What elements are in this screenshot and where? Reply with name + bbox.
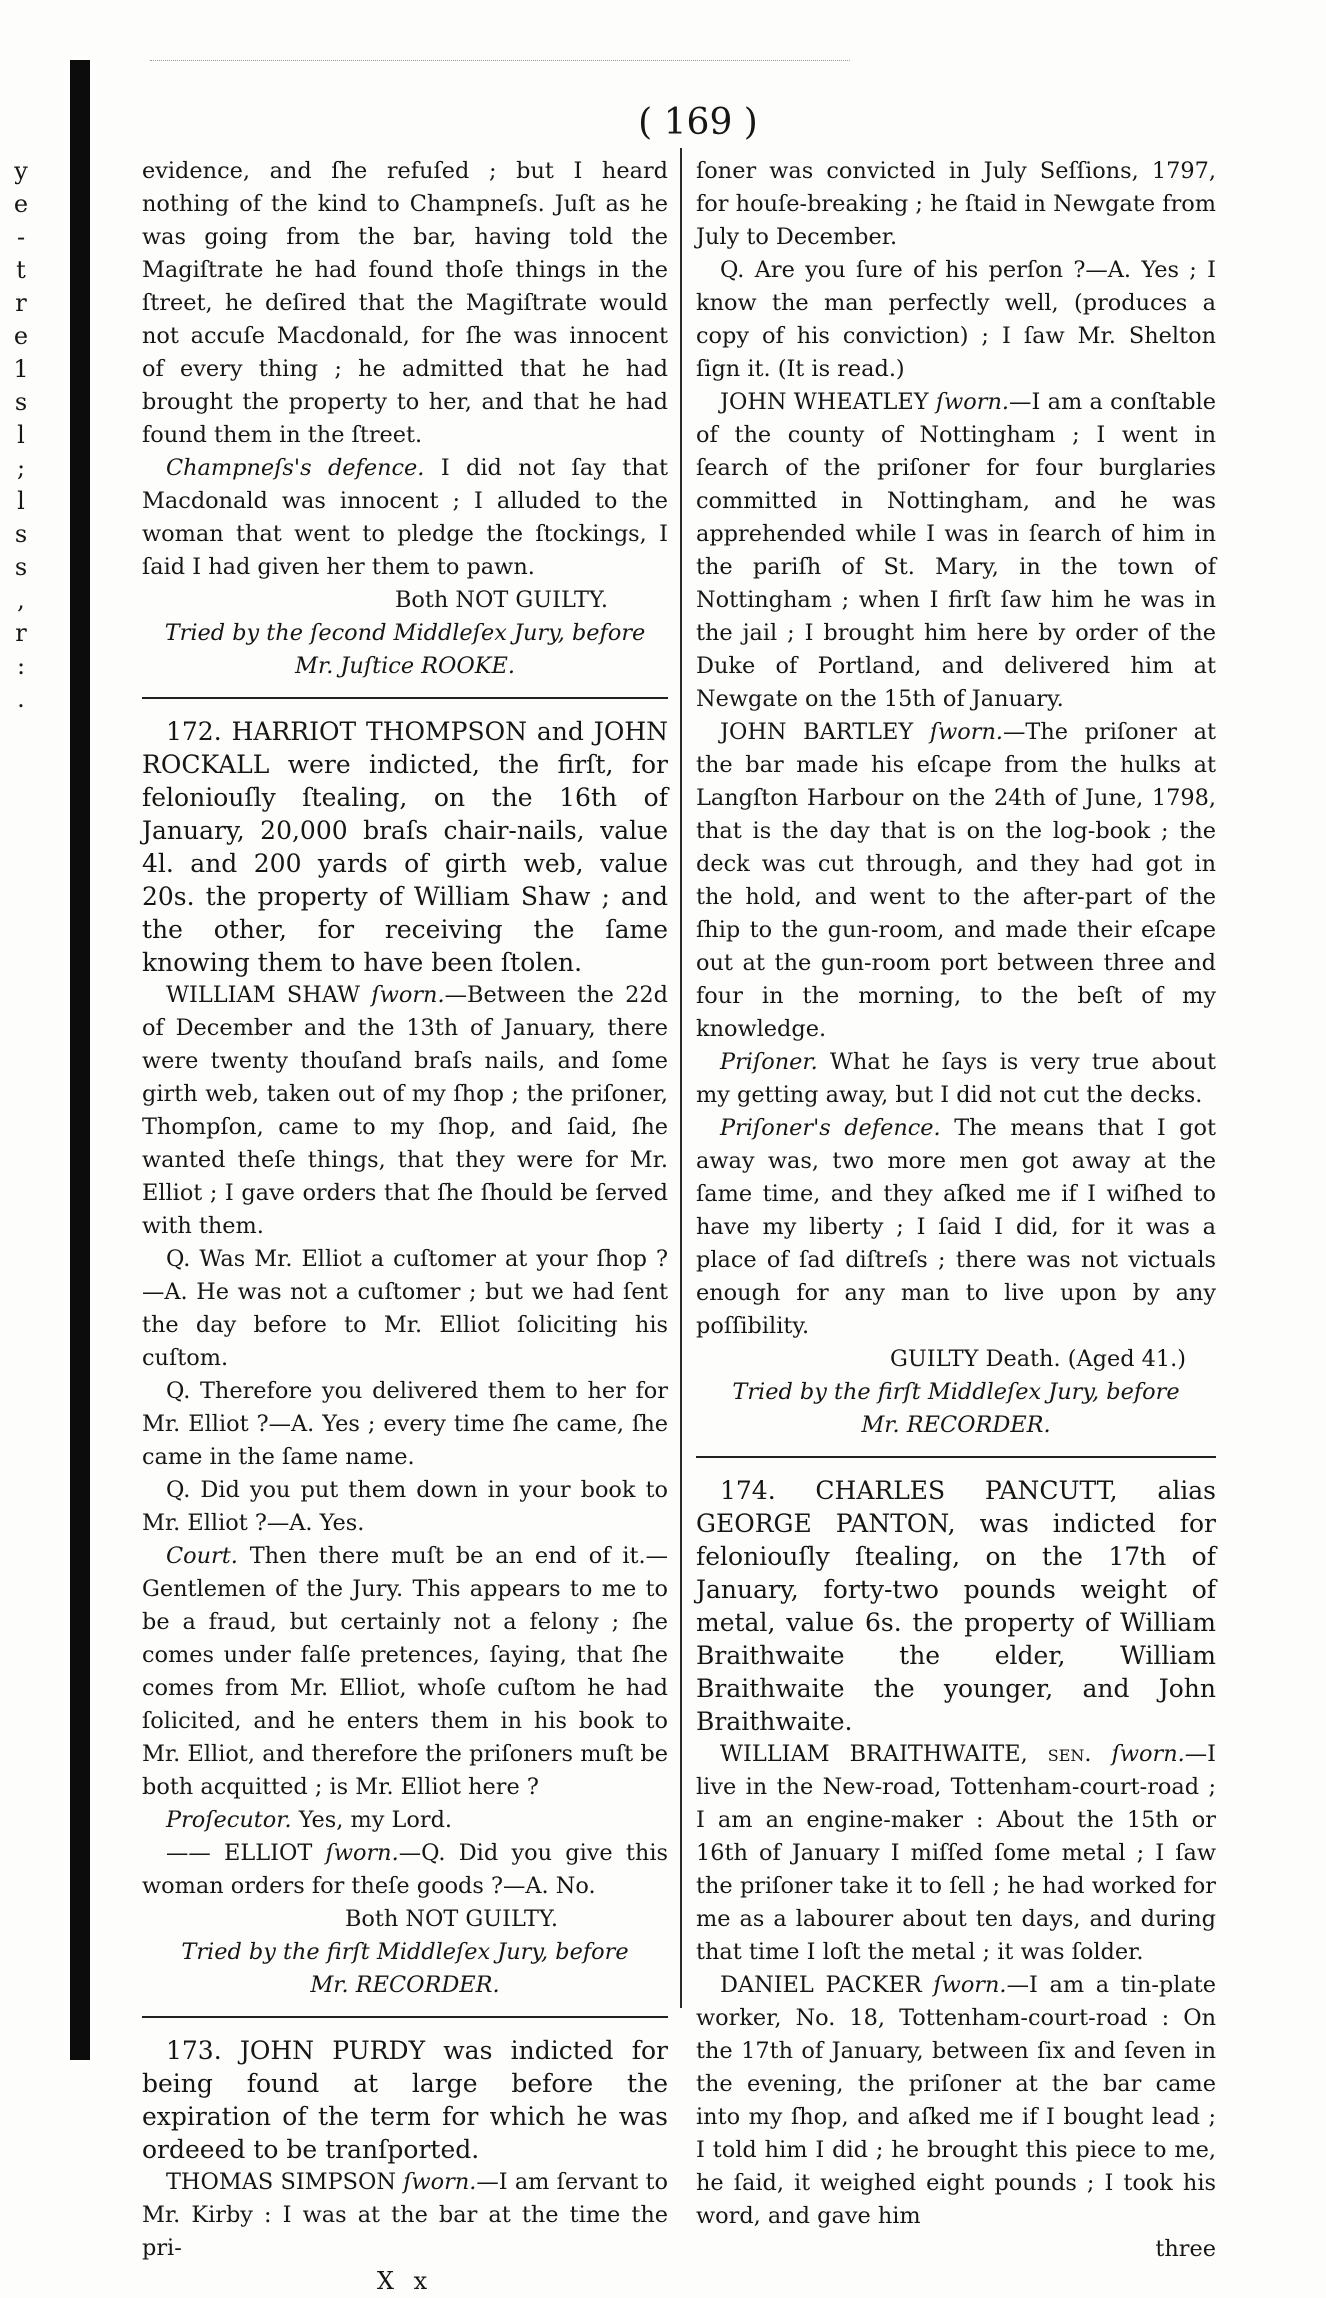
margin-fragment: - (16, 223, 26, 251)
page-number: ( 169 ) (638, 102, 758, 143)
catchword: three (1155, 2236, 1216, 2262)
speaker-label: WILLIAM SHAW (166, 982, 361, 1008)
judge-line: Mr. Juſtice ROOKE. (295, 653, 515, 679)
case-heading: 173. JOHN PURDY was indicted for being found at large before the expiration of the term for which he was ordeeed to be tranſported. (142, 2036, 668, 2164)
paragraph: JOHN WHEATLEY ſworn.—I am a conſtable of the county of Nottingham ; I went in ſearch of the priſoner for four burglaries committed in Nottingham, and he was apprehended while I was in ſearch of him in the pariſh of St. Mary, in the town of Nottingham ; when I firſt ſaw him he was in the jail ; I brought him here by order of the Duke of Portland, and delivered him at Newgate on the 15th of January. (696, 389, 1216, 712)
paragraph: Q. Did you put them down in your book to Mr. Elliot ?—A. Yes. (142, 1477, 668, 1536)
paragraph: WILLIAM SHAW ſworn.—Between the 22d of December and the 13th of January, there were twenty thouſand braſs nails, and ſome girth web, taken out of my ſhop ; the priſoner, Thompſon, came to my ſhop, and ſaid, ſhe wanted theſe things, that they were for Mr. Elliot ; I gave orders that ſhe ſhould be ſerved with them. (142, 982, 669, 1239)
right-column (696, 155, 1216, 2266)
paragraph: Court. Then there muſt be an end of it.—Gentlemen of the Jury. This appears to me to be a fraud, but certainly not a felony ; ſhe comes under falſe pretences, ſaying, that ſhe comes from Mr. Elliot, whoſe cuſtom he had ſolicited, and he enters them in his book to Mr. Elliot, and therefore the priſoners muſt be both acquitted ; is Mr. Elliot here ? (142, 1543, 669, 1800)
jury-line: Tried by the firſt Middleſex Jury, before (181, 1939, 629, 1965)
paragraph: evidence, and ſhe refuſed ; but I heard nothing of the kind to Champneſs. Juſt as he was going from the bar, having told the Magiſtrate he had found thoſe things in the ſtreet, he deſired that the Magiſtrate would not accuſe Macdonald, for ſhe was innocent of every thing ; he admitted that he had brought the property to her, and that he had found them in the ſtreet. (142, 158, 668, 448)
margin-fragment: l (17, 421, 25, 449)
margin-fragment: : (16, 652, 26, 680)
margin-fragment: 1 (13, 355, 29, 383)
speaker-label: Champneſs's defence. (166, 455, 425, 481)
paragraph: Q. Are you ſure of his perſon ?—A. Yes ; I know the man perfectly well, (produces a copy of his conviction) ; I ſaw Mr. Shelton ſign it. (It is read.) (696, 257, 1216, 382)
judge-line: Mr. RECORDER. (310, 1972, 500, 1998)
paragraph: Champneſs's defence. I did not ſay that Macdonald was innocent ; I alluded to the woman that went to pledge the ſtockings, I ſaid I had given her them to pawn. (142, 455, 668, 580)
paragraph: Proſecutor. Yes, my Lord. (166, 1807, 453, 1833)
paragraph: —— ELLIOT ſworn.—Q. Did you give this woman orders for theſe goods ?—A. No. (142, 1840, 668, 1899)
margin-fragment: s (14, 553, 28, 581)
column-divider (680, 148, 682, 2008)
margin-fragment: r (15, 289, 27, 317)
catchword: X x (376, 2267, 434, 2295)
paragraph: Q. Was Mr. Elliot a cuſtomer at your ſhop ?—A. He was not a cuſtomer ; but we had ſent the day before to Mr. Elliot ſoliciting his cuſtom. (142, 1246, 668, 1371)
speaker-label: Court. (166, 1543, 238, 1569)
left-column (142, 155, 668, 2298)
margin-fragment: l (17, 487, 25, 515)
speaker-label: JOHN BARTLEY (720, 719, 914, 745)
paragraph: DANIEL PACKER ſworn.—I am a tin-plate worker, No. 18, Tottenham-court-road : On the 17th of January, between ſix and ſeven in the evening, the priſoner at the bar came into my ſhop, and aſked me if I bought lead ; I told him I did ; he brought this piece to me, he ſaid, it weighed eight pounds ; I took his word, and gave him (696, 1972, 1216, 2229)
case-heading: 172. HARRIOT THOMPSON and JOHN ROCKALL were indicted, the firſt, for feloniouſly ſtealing, on the 16th of January, 20,000 braſs chair-nails, value 4l. and 200 yards of girth web, value 20s. the property of William Shaw ; and the other, for receiving the ſame knowing them to have been ſtolen. (142, 717, 668, 977)
paragraph: WILLIAM BRAITHWAITE, ſen. ſworn.—I live in the New-road, Tottenham-court-road ; I am an engine-maker : About the 15th or 16th of January I miſſed ſome metal ; I ſaw the priſoner take it to ſell ; he had worked for me as a labourer about ten days, and during that time I loſt the metal ; it was ſolder. (696, 1741, 1216, 1965)
speaker-label: DANIEL PACKER (720, 1972, 922, 1998)
verdict: Both NOT GUILTY. (394, 587, 608, 613)
verdict: GUILTY Death. (Aged 41.) (890, 1346, 1186, 1372)
verdict: Both NOT GUILTY. (344, 1906, 558, 1932)
speaker-label: WILLIAM BRAITHWAITE, ſen. (720, 1741, 1092, 1767)
section-rule (142, 2016, 668, 2018)
case-heading: 174. CHARLES PANCUTT, alias GEORGE PANTON, was indicted for feloniouſly ſtealing, on the 17th of January, forty-two pounds weight of metal, value 6s. the property of William Braithwaite the elder, William Braithwaite the younger, and John Braithwaite. (696, 1476, 1216, 1736)
speaker-label: Priſoner's defence. (720, 1115, 941, 1141)
margin-fragment: s (14, 520, 28, 548)
section-rule (142, 697, 668, 699)
scan-noise (150, 60, 850, 63)
paragraph: Priſoner. What he ſays is very true about my getting away, but I did not cut the decks. (696, 1049, 1216, 1108)
margin-fragment: , (17, 586, 25, 614)
binding-edge (70, 60, 90, 2060)
margin-fragment: y (14, 157, 28, 185)
speaker-label: —— ELLIOT (166, 1840, 313, 1866)
paragraph: ſoner was convicted in July Seſſions, 1797, for houſe-breaking ; he ſtaid in Newgate from July to December. (696, 158, 1216, 250)
paragraph: Q. Therefore you delivered them to her for Mr. Elliot ?—A. Yes ; every time ſhe came, ſhe came in the ſame name. (142, 1378, 668, 1470)
margin-fragment: t (16, 256, 26, 284)
speaker-label: Proſecutor. (166, 1807, 292, 1833)
margin-fragment: . (17, 685, 25, 713)
paragraph: THOMAS SIMPSON ſworn.—I am ſervant to Mr. Kirby : I was at the bar at the time the pri- (142, 2169, 668, 2261)
section-rule (696, 1456, 1216, 1458)
speaker-label: JOHN WHEATLEY (720, 389, 929, 415)
paragraph: JOHN BARTLEY ſworn.—The priſoner at the bar made his eſcape from the hulks at Langſton Harbour on the 24th of June, 1798, that is the day that is on the log-book ; the deck was cut through, and they had got in the hold, and went to the after-part of the ſhip to the gun-room, and made their eſcape out at the gun-room port between three and four in the morning, to the beſt of my knowledge. (696, 719, 1217, 1042)
margin-fragments (4, 155, 38, 716)
margin-fragment: e (13, 322, 29, 350)
margin-fragment: s (14, 388, 28, 416)
margin-fragment: e (13, 190, 29, 218)
margin-fragment: ; (16, 454, 26, 482)
jury-line: Tried by the ſecond Middleſex Jury, before (164, 620, 646, 646)
margin-fragment: r (15, 619, 27, 647)
speaker-label: Priſoner. (720, 1049, 818, 1075)
jury-line: Tried by the firſt Middleſex Jury, before (732, 1379, 1180, 1405)
speaker-label: THOMAS SIMPSON (166, 2169, 396, 2195)
judge-line: Mr. RECORDER. (861, 1412, 1051, 1438)
paragraph: Priſoner's defence. The means that I got away was, two more men got away at the ſame time, and they aſked me if I wiſhed to have my liberty ; I ſaid I did, for it was a place of ſad diſtreſs ; there was not victuals enough for any man to live upon by any poſſibility. (696, 1115, 1216, 1339)
